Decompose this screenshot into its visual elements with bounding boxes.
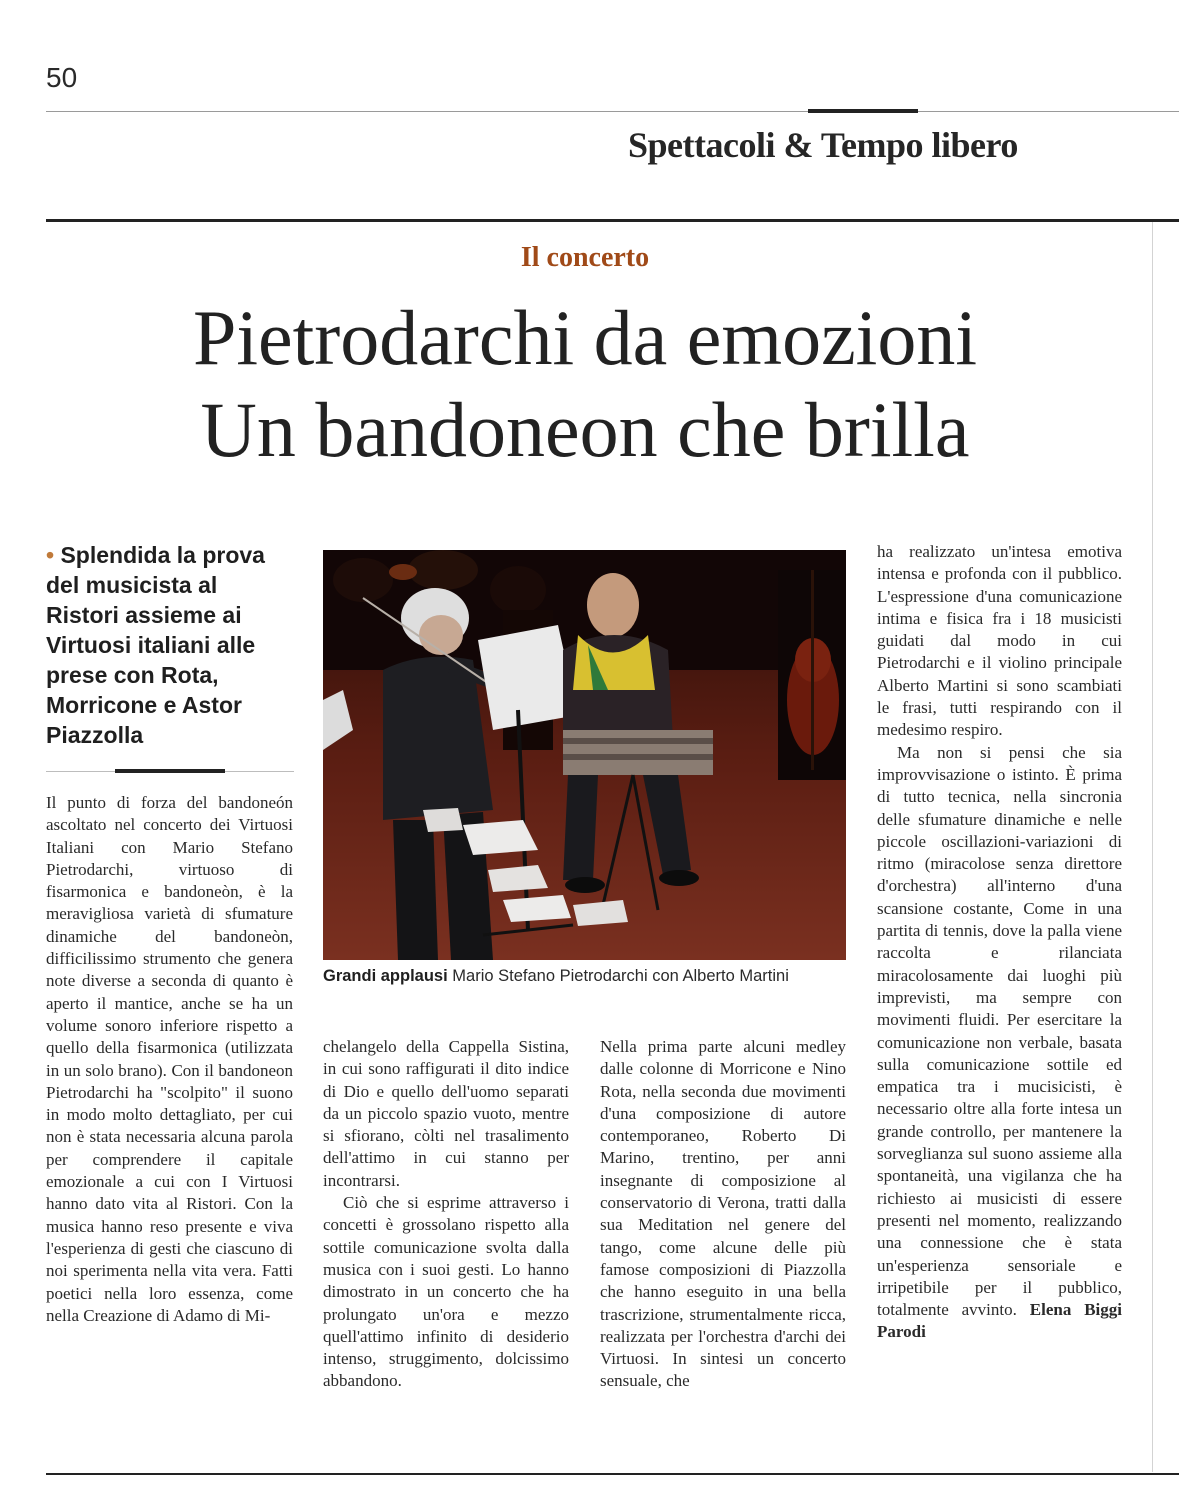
page-number: 50 [46, 62, 78, 93]
headline-line-1: Pietrodarchi da emozioni [192, 294, 978, 381]
body-column-4 [877, 541, 1122, 1442]
article-headline [0, 292, 1170, 476]
body-text: Ma non si pensi che sia improvvisazione o istinto. È prima di tutto tecnica, nella sincronia delle sfumature dinamiche e nelle piccole oscillazioni-variazioni di ritmo (miracolose senza direttore d'orchestra) all'interno d'una scansione costante, Come in una partita di tennis, dove la palla viene raccolta e rilanciata miracolosamente dai luoghi più imprevisti, ma sempre con movimenti fluidi. Per esercitare la comunicazione non verbale, basata sulla comunicazione sottile ed empatica tra i mucisicisti, è necessario oltre alla forte intesa un grande controllo, per mantenere la sorveglianza sul suono assieme alla spontaneità, una vigilanza che ha richiesto ai musicisti di essere presenti nel momento, realizzando una connessione che è stata un'esperienza sensoriale e irripetibile per il pubblico, totalmente avvinto. [877, 742, 1122, 1320]
body-column-1 [46, 792, 293, 1442]
body-paragraph: Nella prima parte alcuni medley dalle colonne di Morricone e Nino Rota, nella seconda due movimenti d'una composizione di autore contemporaneo, Roberto Di Marino, trentino, per anni insegnante di composizione al conservatorio di Verona, tratti dalla sua Meditation nel genere del tango, come alcune delle più famose composizioni di Piazzolla che hanno eseguito in una bella trascrizione, strumentalmente ricca, realizzata per l'orchestra d'archi dei Virtuosi. In sintesi un concerto sensuale, che [600, 1037, 846, 1391]
author-signature: Elena Biggi Parodi [877, 1300, 1122, 1342]
section-rule [46, 219, 1179, 222]
top-rule-accent [808, 109, 918, 113]
body-paragraph: ha realizzato un'intesa emotiva intensa e profonda con il pubblico. L'espressione d'una comunicazione intima e fisica fra i 18 musicisti guidati dal modo in cui Pietrodarchi e il violino principale Alberto Martini si sono scambiati le frasi, tutti respirando con il medesimo respiro. [877, 542, 1122, 740]
caption-text: Mario Stefano Pietrodarchi con Alberto Martini [452, 967, 789, 985]
bottom-rule [46, 1473, 1179, 1475]
body-paragraph: chelangelo della Cappella Sistina, in cui sono raffigurati il dito indice di Dio e quello dell'uomo separati da un piccolo spazio vuoto, mentre si sfiorano, còlti nel trasalimento dell'attimo in cui stanno per incontrarsi. [323, 1037, 569, 1190]
top-rule [46, 111, 1179, 112]
body-paragraph: Il punto di forza del bandoneón ascoltato nel concerto dei Virtuosi Italiani con Mario Stefano Pietrodarchi, virtuoso di fisarmonica e bandoneòn, è la meravigliosa varietà di sfumature dinamiche del bandoneòn, difficilissimo strumento che genera note diverse a seconda di quanto è aperto il mantice, anche se ha un volume sonoro inferiore rispetto a quello della fisarmonica (utilizzata in un solo brano). Con il bandoneon Pietrodarchi ha "scolpito" il suono in modo molto dettagliato, per cui non è stata necessaria alcuna parola per comprendere il capitale emozionale a cui con I Virtuosi hanno dato vita al Ristori. Con la musica hanno reso presente e viva l'esperienza di gesti che ciascuno di noi sperimenta nella vita vera. Fatti poetici nella loro essenza, come nella Creazione di Adamo di Mi- [46, 793, 293, 1325]
body-paragraph: Ciò che si esprime attraverso i concetti è grossolano rispetto alla sottile comunicazione svolta dalla musica con i suoi gesti. Lo hanno dimostrato in un concerto che ha prolungato un'ora e mezzo quell'attimo infinito di desiderio intenso, struggimento, dolcissimo abbandono. [323, 1193, 569, 1391]
summary-rule-accent [115, 769, 225, 773]
summary-text: Splendida la prova del musicista al Ristori assieme ai Virtuosi italiani alle prese con Rota, Morricone e Astor Piazzolla [46, 542, 265, 748]
caption-bold: Grandi applausi [323, 967, 448, 985]
body-column-2 [323, 1036, 569, 1442]
concert-photo [323, 550, 846, 960]
bullet-icon: • [46, 542, 55, 568]
photo-caption [323, 967, 853, 986]
headline-line-2: Un bandoneon che brilla [200, 386, 970, 473]
article-kicker: Il concerto [520, 242, 650, 273]
article-summary [46, 540, 296, 750]
section-title: Spettacoli & Tempo libero [628, 125, 1018, 165]
body-paragraph [877, 742, 1122, 1344]
body-column-3 [600, 1036, 846, 1442]
